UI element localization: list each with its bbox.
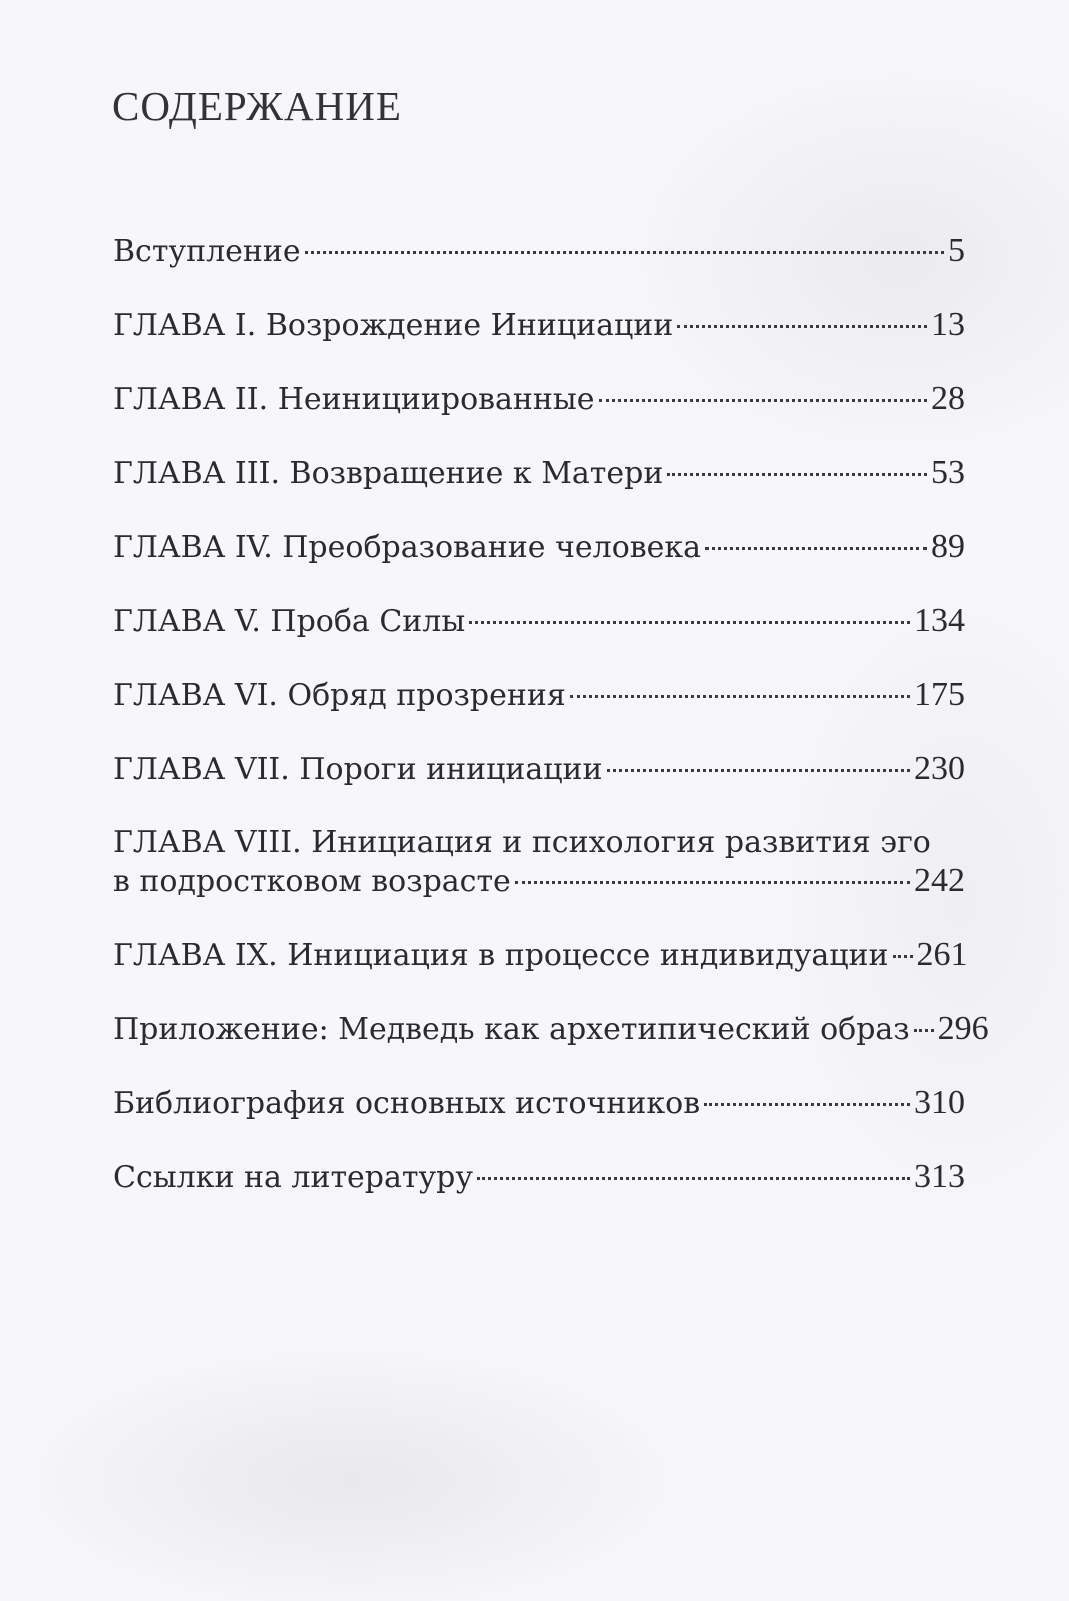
toc-entry-title: Приложение: Медведь как архетипический образ bbox=[113, 1012, 910, 1047]
toc-entry-title: ГЛАВА IV. Преобразование человека bbox=[113, 530, 702, 565]
toc-entry-introduction bbox=[113, 232, 965, 271]
toc-entry-chapter-5 bbox=[113, 602, 965, 641]
toc-entry-references bbox=[113, 1158, 965, 1197]
toc-entry-title: ГЛАВА I. Возрождение Инициации bbox=[113, 308, 674, 343]
dot-leader bbox=[667, 473, 927, 476]
dot-leader bbox=[515, 881, 910, 884]
toc-page-number: 242 bbox=[914, 862, 965, 899]
dot-leader bbox=[607, 769, 910, 772]
toc-page-number: 175 bbox=[914, 676, 965, 713]
toc-page-number: 296 bbox=[937, 1010, 989, 1047]
page-title: СОДЕРЖАНИЕ bbox=[112, 83, 402, 129]
toc-entry-chapter-1 bbox=[113, 306, 965, 345]
toc-entry-title: ГЛАВА VI. Обряд прозрения bbox=[113, 678, 566, 713]
toc-entry-chapter-7 bbox=[113, 750, 965, 789]
dot-leader bbox=[305, 251, 944, 254]
toc-entry-title: Ссылки на литературу bbox=[113, 1160, 473, 1195]
toc-entry-title: ГЛАВА V. Проба Силы bbox=[113, 604, 466, 639]
toc-entry-chapter-4 bbox=[113, 528, 965, 567]
toc-page-number: 13 bbox=[931, 306, 965, 343]
toc-page-number: 28 bbox=[931, 380, 965, 417]
table-of-contents bbox=[113, 232, 989, 1232]
toc-entry-title: Вступление bbox=[113, 234, 301, 269]
toc-entry-chapter-2 bbox=[113, 380, 965, 419]
dot-leader bbox=[893, 955, 913, 958]
dot-leader bbox=[704, 1103, 910, 1106]
toc-page-number: 89 bbox=[931, 528, 965, 565]
dot-leader bbox=[570, 695, 910, 698]
toc-page-number: 5 bbox=[948, 232, 965, 269]
toc-entry-title-continued: в подростковом возрасте bbox=[113, 864, 511, 899]
dot-leader bbox=[677, 325, 927, 328]
toc-page-number: 53 bbox=[931, 454, 965, 491]
toc-entry-chapter-3 bbox=[113, 454, 965, 493]
toc-entry-bibliography bbox=[113, 1084, 965, 1123]
toc-entry-title: Библиография основных источников bbox=[113, 1086, 701, 1121]
toc-entry-chapter-6 bbox=[113, 676, 965, 715]
dot-leader bbox=[599, 399, 927, 402]
toc-entry-chapter-8 bbox=[113, 824, 965, 901]
toc-entry-title: ГЛАВА VIII. Инициация и психология развития эго bbox=[113, 825, 931, 860]
toc-page-number: 313 bbox=[914, 1158, 965, 1195]
toc-page-number: 310 bbox=[914, 1084, 965, 1121]
toc-page-number: 261 bbox=[916, 936, 968, 973]
toc-page-number: 134 bbox=[914, 602, 965, 639]
toc-entry-chapter-9 bbox=[113, 936, 968, 975]
dot-leader bbox=[477, 1177, 910, 1180]
toc-entry-title: ГЛАВА IX. Инициация в процессе индивидуации bbox=[113, 938, 889, 973]
dot-leader bbox=[705, 547, 927, 550]
toc-entry-title: ГЛАВА II. Неинициированные bbox=[113, 382, 595, 417]
toc-entry-title: ГЛАВА VII. Пороги инициации bbox=[113, 752, 603, 787]
dot-leader bbox=[469, 621, 910, 624]
toc-page-number: 230 bbox=[914, 750, 965, 787]
toc-entry-title: ГЛАВА III. Возвращение к Матери bbox=[113, 456, 664, 491]
toc-entry-appendix bbox=[113, 1010, 989, 1049]
dot-leader bbox=[914, 1029, 934, 1032]
